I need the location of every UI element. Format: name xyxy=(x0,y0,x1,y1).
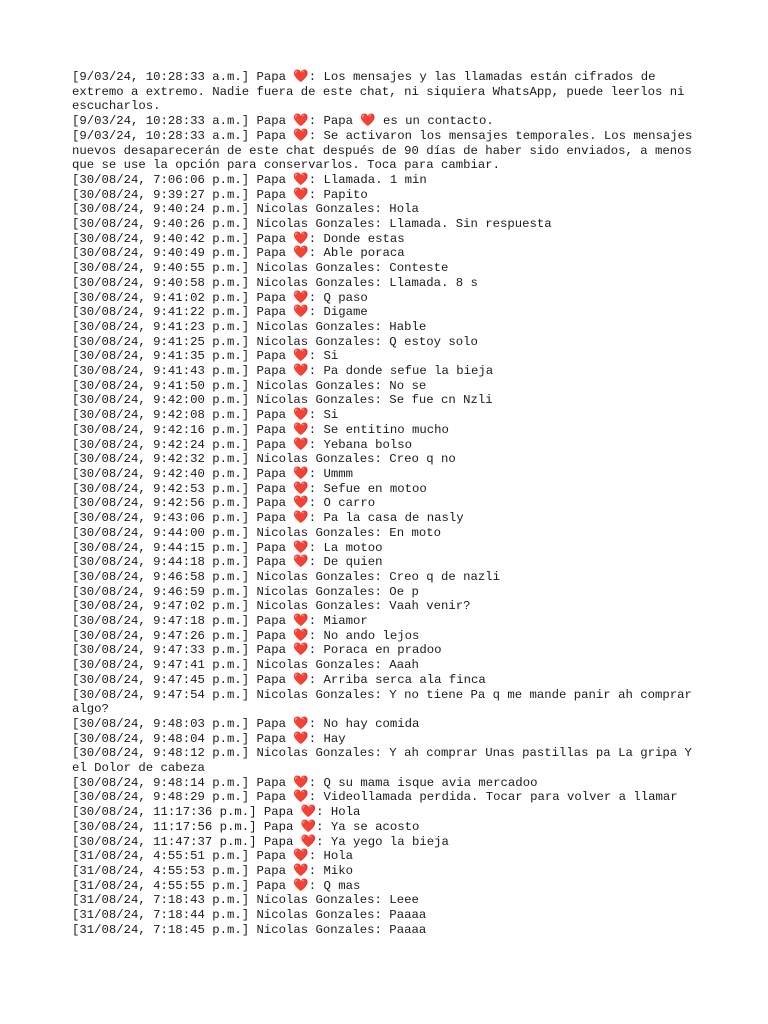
chat-message-line: [30/08/24, 9:48:03 p.m.] Papa ❤️: No hay comida xyxy=(72,716,420,731)
chat-message-line: [30/08/24, 7:06:06 p.m.] Papa ❤️: Llamada. 1 min xyxy=(72,172,427,187)
chat-message-line: [31/08/24, 7:18:44 p.m.] Nicolas Gonzales: Paaaa xyxy=(72,908,427,923)
chat-message-line: [30/08/24, 11:17:56 p.m.] Papa ❤️: Ya se acosto xyxy=(72,819,420,834)
chat-message-line: [30/08/24, 9:46:58 p.m.] Nicolas Gonzales: Creo q de nazli xyxy=(72,569,501,584)
chat-message-line: [9/03/24, 10:28:33 a.m.] Papa ❤️: Se activaron los mensajes temporales. Los mensajes nuevos desaparecerán de este chat después de 90 días de haber sido enviados, a menos que se use la opción para conservarlos. Toca para cambiar. xyxy=(72,128,700,173)
chat-message-line: [30/08/24, 9:39:27 p.m.] Papa ❤️: Papito xyxy=(72,187,368,202)
chat-message-line: [31/08/24, 4:55:53 p.m.] Papa ❤️: Miko xyxy=(72,863,353,878)
chat-message-line: [30/08/24, 9:40:24 p.m.] Nicolas Gonzales: Hola xyxy=(72,202,419,217)
chat-message-line: [30/08/24, 9:43:06 p.m.] Papa ❤️: Pa la casa de nasly xyxy=(72,511,464,526)
chat-message-line: [30/08/24, 9:42:32 p.m.] Nicolas Gonzales: Creo q no xyxy=(72,452,456,467)
chat-message-line: [30/08/24, 9:41:35 p.m.] Papa ❤️: Si xyxy=(72,349,339,364)
chat-message-line: [30/08/24, 9:44:15 p.m.] Papa ❤️: La motoo xyxy=(72,540,383,555)
chat-transcript xyxy=(72,70,700,937)
chat-message-line: [30/08/24, 9:42:40 p.m.] Papa ❤️: Ummm xyxy=(72,466,353,481)
chat-message-line: [9/03/24, 10:28:33 a.m.] Papa ❤️: Los mensajes y las llamadas están cifrados de extremo a extremo. Nadie fuera de este chat, ni siquiera WhatsApp, puede leerlos ni escucharlos. xyxy=(72,70,692,114)
chat-message-line: [30/08/24, 9:40:49 p.m.] Papa ❤️: Able poraca xyxy=(72,246,405,261)
chat-message-line: [30/08/24, 9:47:41 p.m.] Nicolas Gonzales: Aaah xyxy=(72,658,419,673)
chat-message-line: [30/08/24, 9:46:59 p.m.] Nicolas Gonzales: Oe p xyxy=(72,584,419,599)
chat-message-line: [30/08/24, 11:17:36 p.m.] Papa ❤️: Hola xyxy=(72,805,361,820)
chat-message-line: [30/08/24, 9:47:18 p.m.] Papa ❤️: Miamor xyxy=(72,614,368,629)
chat-message-line: [30/08/24, 9:47:54 p.m.] Nicolas Gonzales: Y no tiene Pa q me mande panir ah comprar algo? xyxy=(72,687,700,717)
chat-message-line: [30/08/24, 9:40:26 p.m.] Nicolas Gonzales: Llamada. Sin respuesta xyxy=(72,217,552,232)
chat-message-line: [30/08/24, 9:47:45 p.m.] Papa ❤️: Arriba serca ala finca xyxy=(72,672,486,687)
chat-message-line: [31/08/24, 4:55:55 p.m.] Papa ❤️: Q mas xyxy=(72,878,361,893)
chat-message-line: [30/08/24, 9:40:58 p.m.] Nicolas Gonzales: Llamada. 8 s xyxy=(72,275,478,290)
chat-message-line: [30/08/24, 9:41:43 p.m.] Papa ❤️: Pa donde sefue la bieja xyxy=(72,364,494,379)
chat-message-line: [30/08/24, 9:48:12 p.m.] Nicolas Gonzales: Y ah comprar Unas pastillas pa La gripa Y el Dolor de cabeza xyxy=(72,746,700,776)
chat-message-line: [30/08/24, 9:40:55 p.m.] Nicolas Gonzales: Conteste xyxy=(72,261,449,276)
chat-message-line: [31/08/24, 4:55:51 p.m.] Papa ❤️: Hola xyxy=(72,849,353,864)
chat-message-line: [30/08/24, 9:48:29 p.m.] Papa ❤️: Videollamada perdida. Tocar para volver a llamar xyxy=(72,790,678,805)
chat-message-line: [9/03/24, 10:28:33 a.m.] Papa ❤️: Papa ❤️ es un contacto. xyxy=(72,114,494,129)
chat-message-line: [30/08/24, 9:44:18 p.m.] Papa ❤️: De quien xyxy=(72,555,383,570)
chat-message-line: [30/08/24, 9:41:22 p.m.] Papa ❤️: Digame xyxy=(72,305,368,320)
chat-message-line: [30/08/24, 9:44:00 p.m.] Nicolas Gonzales: En moto xyxy=(72,525,441,540)
chat-message-line: [30/08/24, 9:48:14 p.m.] Papa ❤️: Q su mama isque avia mercadoo xyxy=(72,775,538,790)
chat-message-line: [30/08/24, 9:42:24 p.m.] Papa ❤️: Yebana bolso xyxy=(72,437,413,452)
chat-message-line: [30/08/24, 9:41:25 p.m.] Nicolas Gonzales: Q estoy solo xyxy=(72,334,478,349)
chat-message-line: [31/08/24, 7:18:45 p.m.] Nicolas Gonzales: Paaaa xyxy=(72,922,427,937)
chat-message-line: [30/08/24, 9:41:02 p.m.] Papa ❤️: Q paso xyxy=(72,290,368,305)
chat-message-line: [30/08/24, 9:47:02 p.m.] Nicolas Gonzales: Vaah venir? xyxy=(72,599,471,614)
chat-message-line: [30/08/24, 11:47:37 p.m.] Papa ❤️: Ya yego la bieja xyxy=(72,834,449,849)
chat-message-line: [30/08/24, 9:47:33 p.m.] Papa ❤️: Poraca en pradoo xyxy=(72,643,442,658)
chat-message-line: [30/08/24, 9:41:50 p.m.] Nicolas Gonzales: No se xyxy=(72,378,427,393)
chat-message-line: [31/08/24, 7:18:43 p.m.] Nicolas Gonzales: Leee xyxy=(72,893,419,908)
chat-message-line: [30/08/24, 9:42:56 p.m.] Papa ❤️: O carro xyxy=(72,496,376,511)
chat-message-line: [30/08/24, 9:47:26 p.m.] Papa ❤️: No ando lejos xyxy=(72,628,420,643)
chat-message-line: [30/08/24, 9:40:42 p.m.] Papa ❤️: Donde estas xyxy=(72,231,405,246)
chat-message-line: [30/08/24, 9:42:53 p.m.] Papa ❤️: Sefue en motoo xyxy=(72,481,427,496)
chat-message-line: [30/08/24, 9:42:08 p.m.] Papa ❤️: Si xyxy=(72,408,339,423)
chat-message-line: [30/08/24, 9:41:23 p.m.] Nicolas Gonzales: Hable xyxy=(72,319,427,334)
chat-message-line: [30/08/24, 9:42:16 p.m.] Papa ❤️: Se entitino mucho xyxy=(72,422,449,437)
chat-message-line: [30/08/24, 9:42:00 p.m.] Nicolas Gonzales: Se fue cn Nzli xyxy=(72,393,493,408)
chat-message-line: [30/08/24, 9:48:04 p.m.] Papa ❤️: Hay xyxy=(72,731,346,746)
